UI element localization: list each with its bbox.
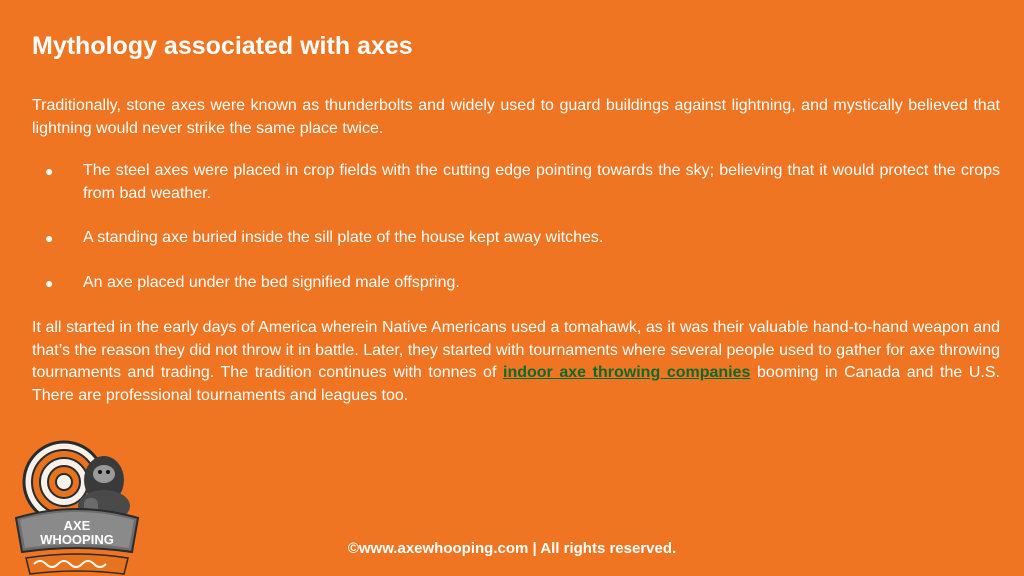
- bullet-icon: ●: [45, 274, 54, 291]
- bullet-list: [32, 160, 1000, 316]
- logo-text-axe: AXE: [63, 518, 91, 533]
- closing-paragraph: [32, 317, 1000, 407]
- logo-text-whooping: WHOOPING: [40, 532, 114, 547]
- bullet-icon: ●: [45, 163, 54, 179]
- copyright-text: ©www.axewhooping.com | All rights reserved.: [347, 540, 677, 557]
- page-title: Mythology associated with axes: [32, 32, 413, 60]
- closing-text-start: It all started in the early days of America wherein Native Americans used a tomahawk, as it was their valuable hand-to-hand weapon and that’s the reason they did not throw it in battle. Later, they started with tournaments where several people used to gather for axe throwing tournaments and trading. The tradition continues with tonnes of: [32, 319, 1000, 381]
- list-item: [32, 227, 1000, 250]
- bullet-text: A standing axe buried inside the sill plate of the house kept away witches.: [83, 229, 604, 246]
- footer: [0, 540, 1024, 557]
- intro-paragraph: Traditionally, stone axes were known as thunderbolts and widely used to guard buildings against lightning, and mystically believed that lightning would never strike the same place twice.: [32, 97, 1000, 137]
- decorative-script-icon: [26, 554, 128, 574]
- bullet-icon: ●: [45, 230, 54, 246]
- closing-text-end: booming in Canada and the U.S. There are professional tournaments and leagues too.: [32, 364, 1000, 404]
- list-item: [32, 160, 1000, 205]
- list-item: [32, 272, 1000, 295]
- bullet-text: The steel axes were placed in crop fields with the cutting edge pointing towards the sky; believing that it would protect the crops from bad weather.: [83, 162, 1000, 202]
- bullet-text: An axe placed under the bed signified male offspring.: [83, 273, 460, 291]
- indoor-axe-throwing-link[interactable]: indoor axe throwing companies: [503, 364, 751, 381]
